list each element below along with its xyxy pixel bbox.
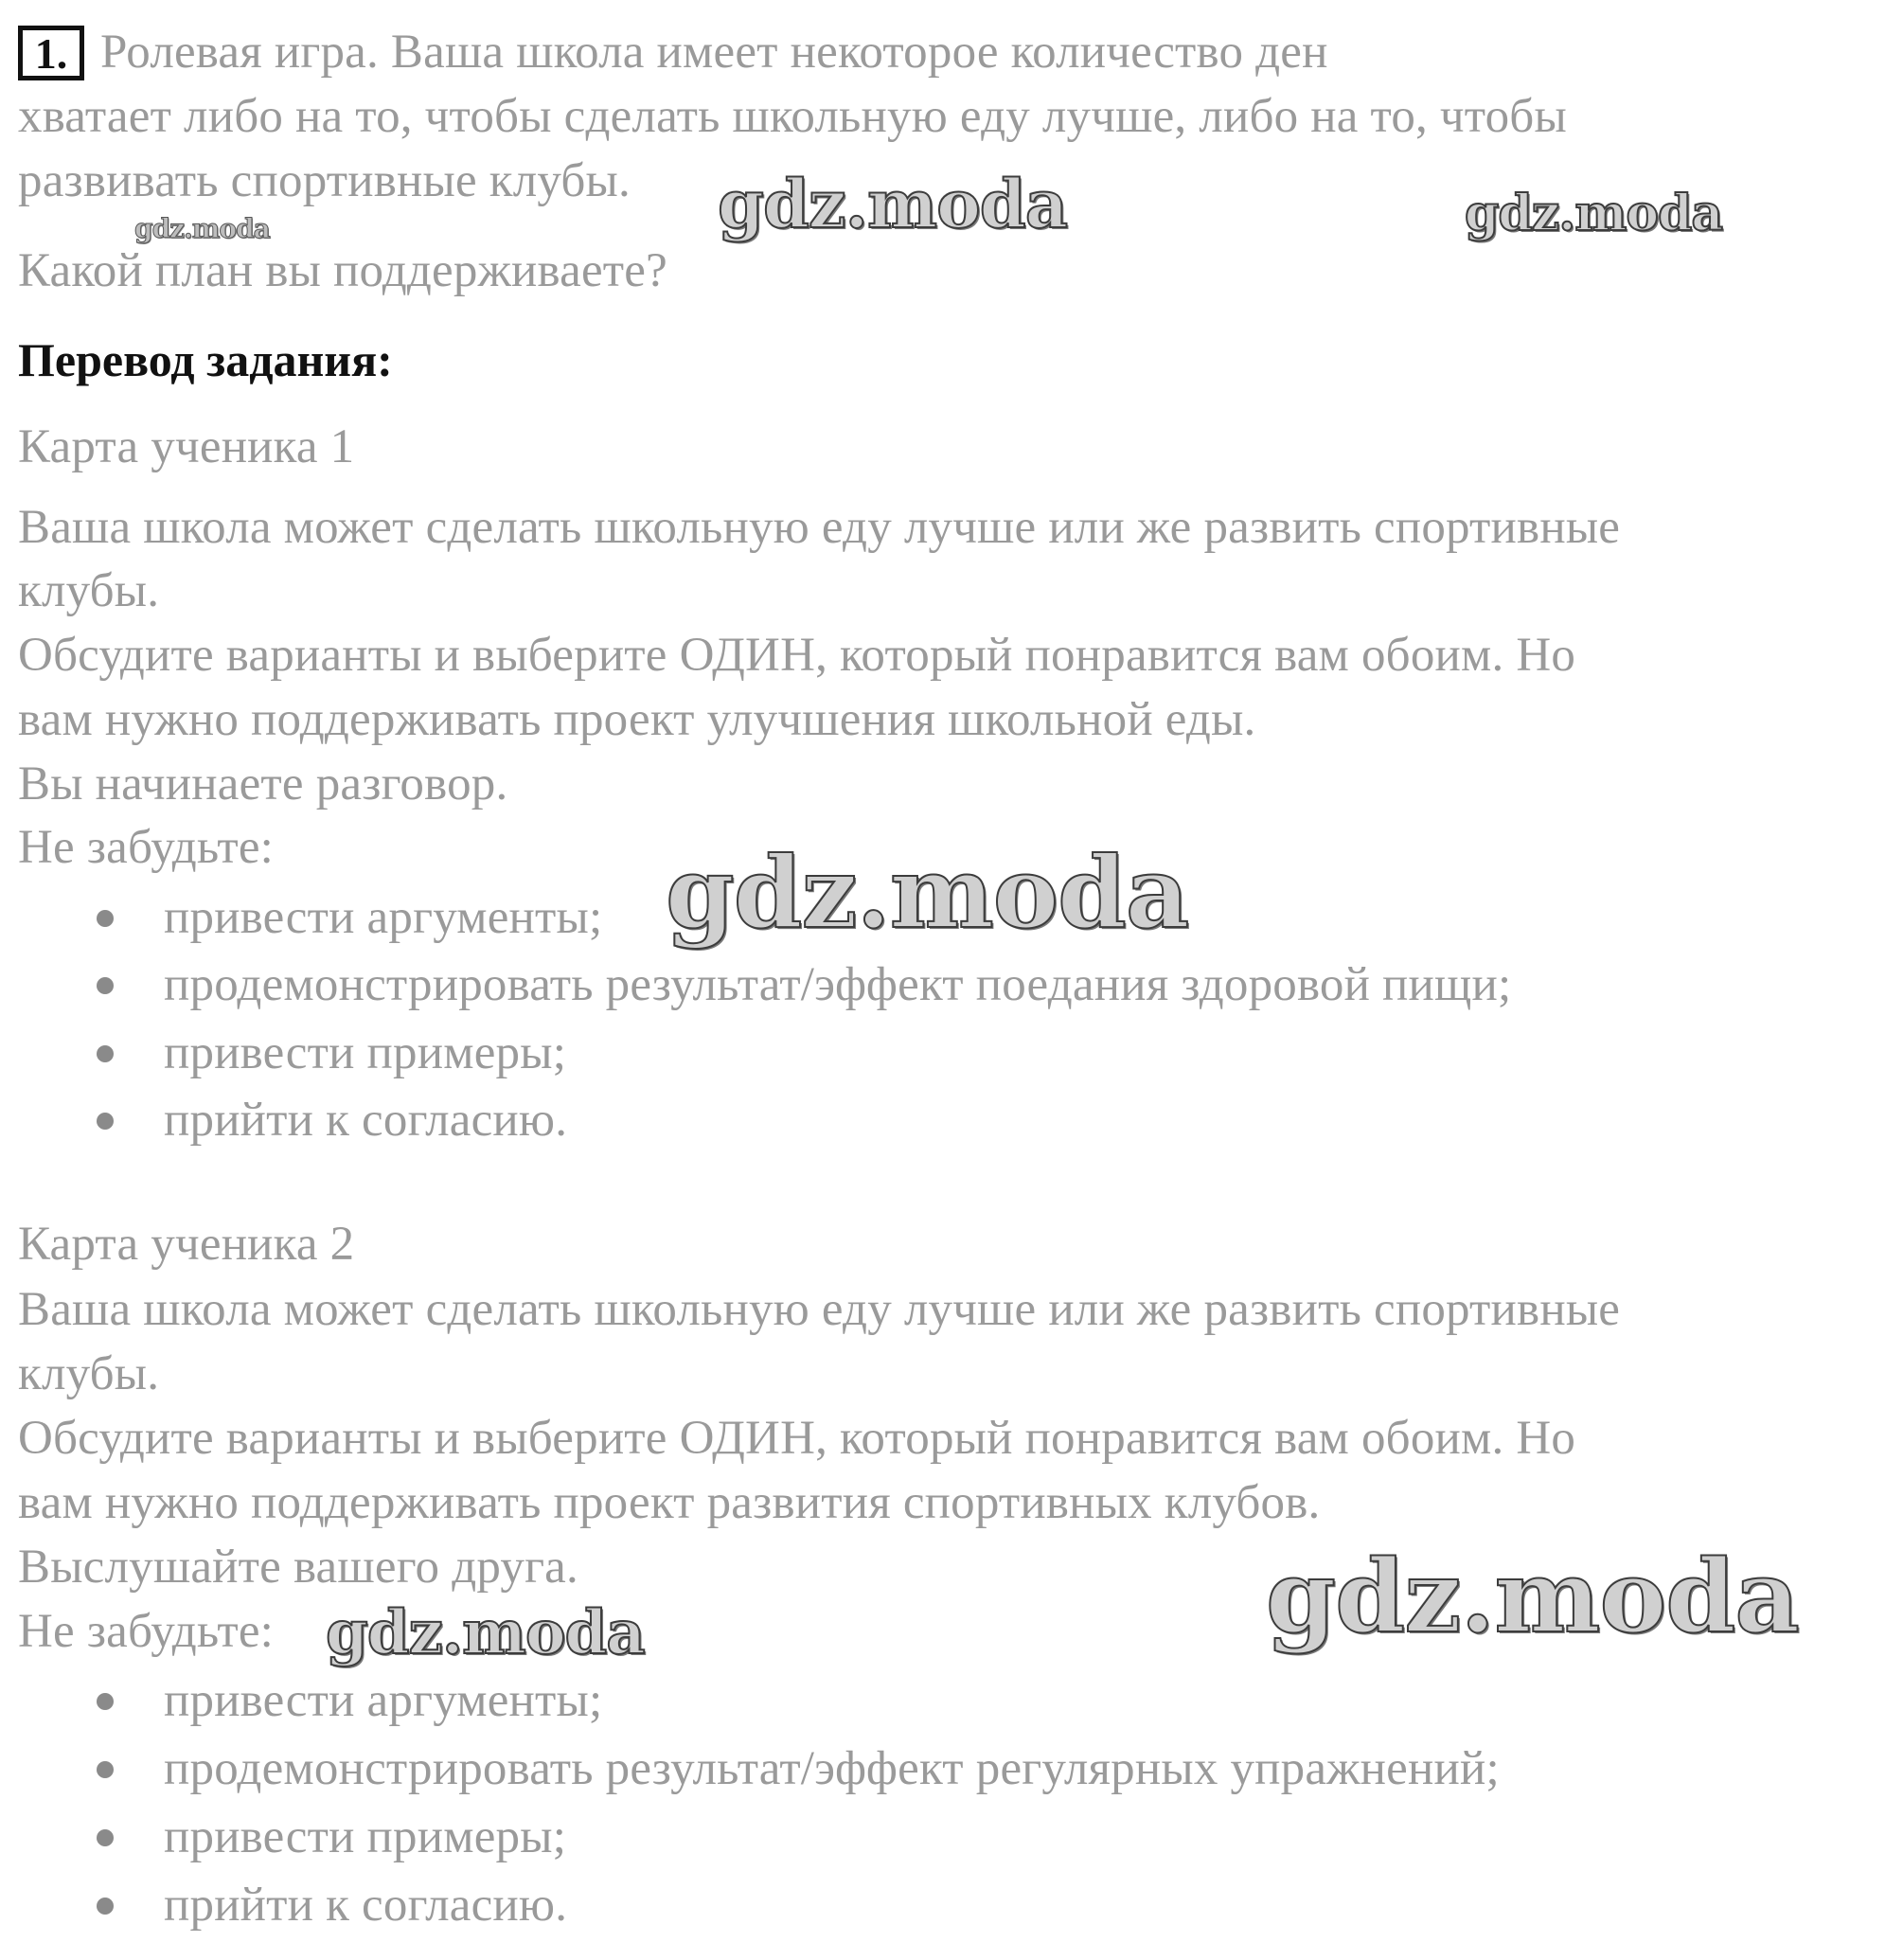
watermark-logo: gdz.moda xyxy=(666,834,1189,951)
card1-reminder: Не забудьте: xyxy=(18,821,275,874)
card2-bullet-1: привести аргументы; xyxy=(164,1674,603,1727)
card1-bullet-dot xyxy=(97,977,114,994)
card2-line-1: Ваша школа может сделать школьную еду лучше или же развить спортивные xyxy=(18,1283,1621,1336)
card1-line-2: клубы. xyxy=(18,564,160,617)
card2-line-2: клубы. xyxy=(18,1347,160,1400)
card1-line-3: Обсудите варианты и выберите ОДИН, который понравится вам обоим. Но xyxy=(18,629,1576,682)
card2-line-5: Выслушайте вашего друга. xyxy=(18,1541,578,1594)
card1-bullet-dot xyxy=(97,1045,114,1062)
card2-bullet-dot xyxy=(97,1761,114,1778)
card1-bullet-dot xyxy=(97,1113,114,1130)
card1-bullet-1: привести аргументы; xyxy=(164,891,603,944)
card2-bullet-4: прийти к согласию. xyxy=(164,1879,568,1932)
watermark-logo: gdz.moda xyxy=(1465,185,1723,242)
card1-bullet-3: привести примеры; xyxy=(164,1026,567,1079)
card1-line-4: вам нужно поддерживать проект улучшения школьной еды. xyxy=(18,693,1256,746)
card2-bullet-2: продемонстрировать результат/эффект регулярных упражнений; xyxy=(164,1742,1500,1795)
watermark-logo: gdz.moda xyxy=(134,213,270,244)
task-number: 1. xyxy=(18,26,84,80)
card2-bullet-3: привести примеры; xyxy=(164,1810,567,1863)
watermark-logo: gdz.moda xyxy=(1266,1537,1799,1655)
card1-line-1: Ваша школа может сделать школьную еду лучше или же развить спортивные xyxy=(18,501,1621,554)
card2-line-3: Обсудите варианты и выберите ОДИН, который понравится вам обоим. Но xyxy=(18,1412,1576,1465)
task-intro-line-3: развивать спортивные клубы. xyxy=(18,154,631,207)
card1-title: Карта ученика 1 xyxy=(18,420,355,473)
card2-bullet-dot xyxy=(97,1693,114,1710)
card2-reminder: Не забудьте: xyxy=(18,1605,275,1658)
card2-title: Карта ученика 2 xyxy=(18,1218,355,1271)
task-intro-line-1: Ролевая игра. Ваша школа имеет некоторое количество ден xyxy=(100,26,1328,79)
task-question: Какой план вы поддерживаете? xyxy=(18,244,667,297)
card1-bullet-4: прийти к согласию. xyxy=(164,1094,568,1147)
card2-line-4: вам нужно поддерживать проект развития спортивных клубов. xyxy=(18,1476,1321,1529)
card1-bullet-2: продемонстрировать результат/эффект поедания здоровой пищи; xyxy=(164,958,1512,1011)
watermark-logo: gdz.moda xyxy=(326,1597,645,1668)
translation-heading: Перевод задания: xyxy=(18,333,393,386)
watermark-logo: gdz.moda xyxy=(718,165,1068,243)
card1-line-5: Вы начинаете разговор. xyxy=(18,757,508,811)
cut-off-mask xyxy=(1522,19,1885,87)
task-intro-line-2: хватает либо на то, чтобы сделать школьную еду лучше, либо на то, чтобы xyxy=(18,90,1567,143)
card2-bullet-dot xyxy=(97,1898,114,1915)
card1-bullet-dot xyxy=(97,910,114,927)
card2-bullet-dot xyxy=(97,1829,114,1846)
